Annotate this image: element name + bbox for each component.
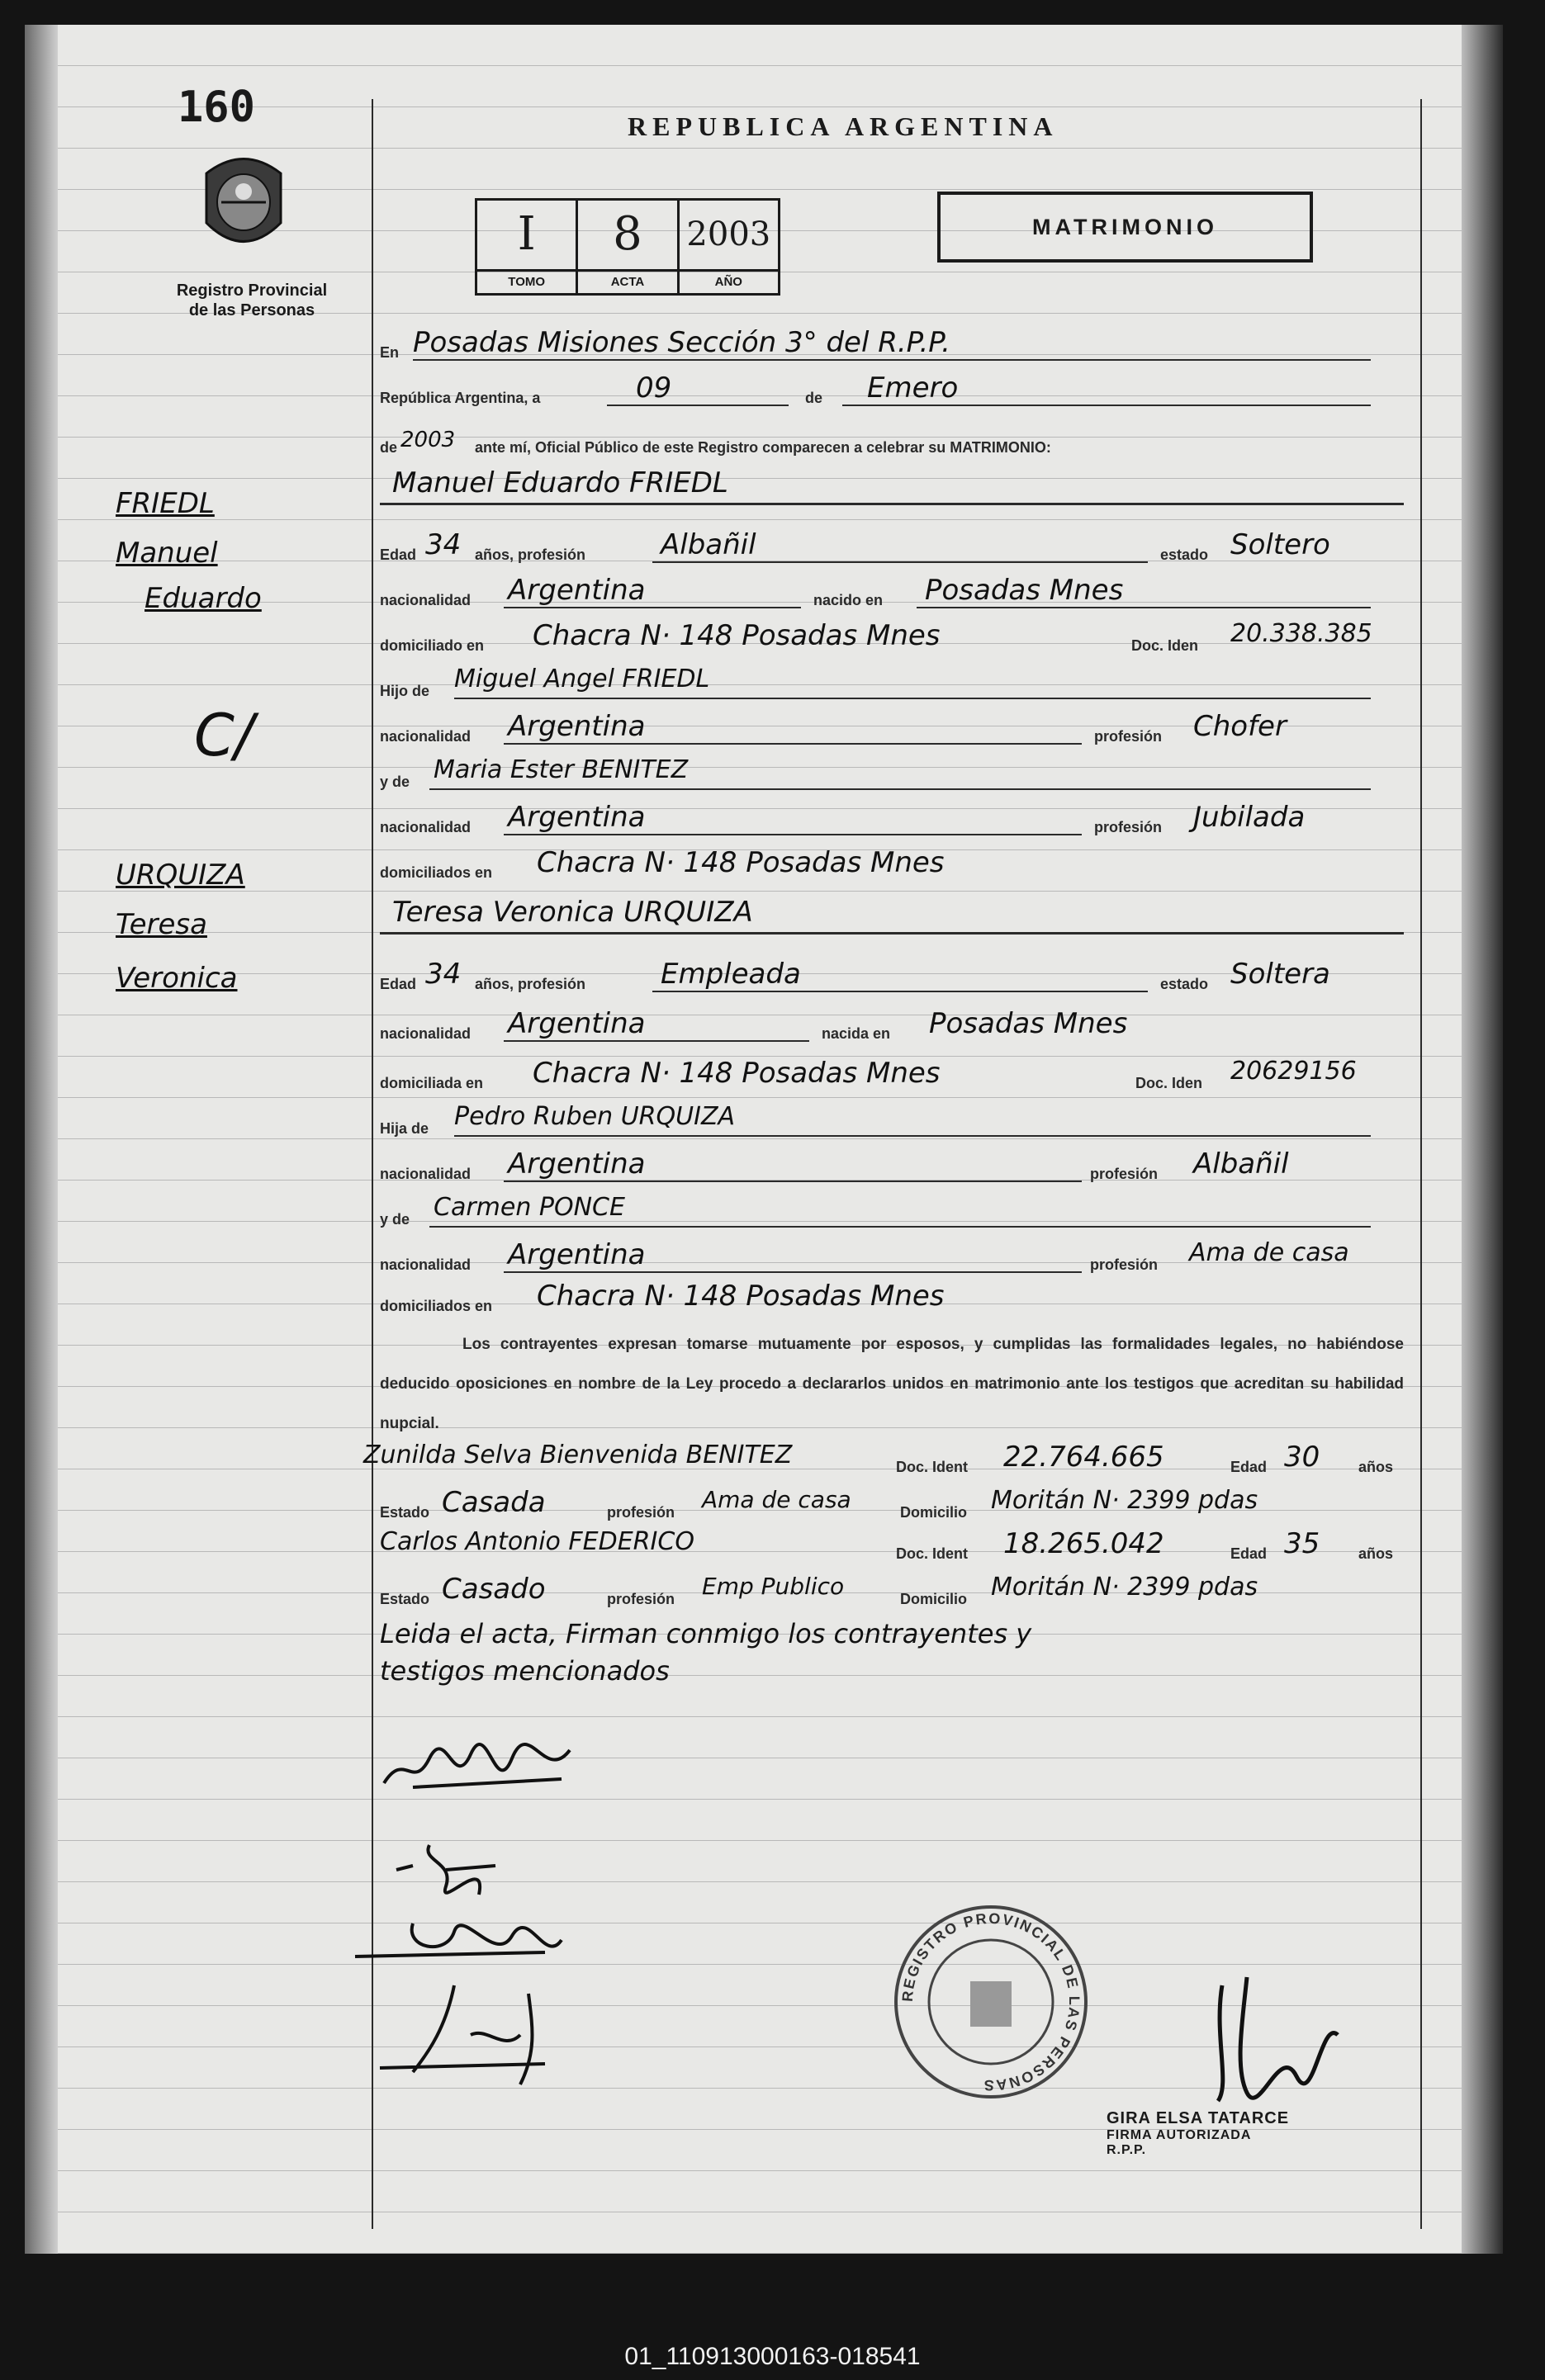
groom-age: 34	[425, 528, 462, 561]
label-doc: Doc. Iden	[1131, 637, 1199, 654]
bride-address: Chacra N· 148 Posadas Mnes	[533, 1057, 941, 1090]
witness1-age: 30	[1284, 1441, 1320, 1474]
label-estado: Estado	[380, 1591, 430, 1607]
underline	[380, 503, 1404, 505]
witness1-address: Moritán N· 2399 pdas	[991, 1486, 1258, 1515]
label-doc: Doc. Iden	[1135, 1075, 1203, 1091]
bride-mother-profession: Ama de casa	[1189, 1238, 1349, 1267]
bride-father-nationality: Argentina	[508, 1147, 646, 1181]
label-nacionalidad: nacionalidad	[380, 1256, 472, 1273]
registry-emblem-icon	[198, 149, 289, 260]
label-profesion: años, profesión	[475, 547, 586, 563]
row-bride-mother-nat	[380, 1238, 1404, 1276]
groom-mother-profession: Jubilada	[1193, 801, 1306, 834]
bride-nationality: Argentina	[508, 1007, 646, 1040]
day-value: 09	[636, 371, 672, 405]
label-de: de	[805, 390, 823, 406]
label-doc-ident: Doc. Ident	[896, 1545, 969, 1562]
row-witness1	[363, 1441, 1404, 1479]
label-profesion: profesión	[1094, 819, 1163, 835]
row-ante	[380, 421, 1404, 459]
label-profesion: profesión	[1094, 728, 1163, 745]
anio-cell	[680, 201, 778, 293]
groom-father-nationality: Argentina	[508, 710, 646, 743]
underline	[917, 607, 1371, 608]
label-doc-ident: Doc. Ident	[896, 1459, 969, 1475]
bride-doc: 20629156	[1230, 1057, 1357, 1086]
underline	[504, 1040, 809, 1042]
groom-born: Posadas Mnes	[925, 574, 1124, 607]
place-value: Posadas Misiones Sección 3° del R.P.P.	[413, 326, 950, 359]
witness1-signature-icon	[347, 1907, 578, 1981]
label-profesion: profesión	[607, 1591, 675, 1607]
row-closing2	[380, 1655, 1404, 1693]
margin-bride-name1: Teresa	[116, 908, 207, 941]
bride-father: Pedro Ruben URQUIZA	[454, 1102, 736, 1131]
year-value: 2003	[400, 428, 456, 452]
row-date	[380, 371, 1404, 409]
closing-line2: testigos mencionados	[380, 1655, 670, 1687]
seal-text: REGISTRO PROVINCIAL DE LAS PERSONAS	[898, 1909, 1083, 2094]
label-en: En	[380, 344, 400, 361]
label-edad: Edad	[1230, 1459, 1268, 1475]
witness2-status: Casado	[442, 1573, 546, 1606]
label-domiciliado: domiciliado en	[380, 637, 485, 654]
tomo-cell	[477, 201, 578, 293]
month-value: Emero	[867, 371, 959, 405]
row-closing1	[380, 1618, 1404, 1656]
underline	[504, 607, 801, 608]
label-y-de: y de	[380, 1211, 410, 1228]
label-edad: Edad	[380, 976, 417, 992]
label-nacionalidad: nacionalidad	[380, 1166, 472, 1182]
witness2-profession: Emp Publico	[702, 1573, 845, 1600]
stamp-line1: GIRA ELSA TATARCE	[1107, 2109, 1290, 2127]
label-y-de: y de	[380, 774, 410, 790]
label-nacionalidad: nacionalidad	[380, 728, 472, 745]
witness2-doc: 18.265.042	[1003, 1527, 1164, 1560]
image-id-caption: 01_110913000163-018541	[624, 2343, 921, 2370]
underline	[380, 932, 1404, 934]
row-bride-father	[380, 1102, 1404, 1140]
groom-profession: Albañil	[661, 528, 756, 561]
groom-name: Manuel Eduardo FRIEDL	[392, 466, 728, 499]
groom-mother: Maria Ester BENITEZ	[434, 755, 689, 784]
groom-father: Miguel Angel FRIEDL	[454, 665, 710, 693]
margin-bride-name2: Veronica	[116, 962, 238, 995]
bride-name: Teresa Veronica URQUIZA	[392, 896, 753, 929]
underline	[607, 405, 789, 406]
underline	[652, 991, 1148, 992]
label-hija: Hija de	[380, 1120, 429, 1137]
label-profesion: profesión	[1090, 1166, 1159, 1182]
bride-parents-address: Chacra N· 148 Posadas Mnes	[537, 1280, 945, 1313]
row-groom-age	[380, 528, 1404, 566]
stamp-line3: R.P.P.	[1107, 2143, 1147, 2157]
row-witness2-details	[380, 1573, 1404, 1611]
label-domiciliados: domiciliados en	[380, 1298, 493, 1314]
registry-line2: de las Personas	[188, 301, 315, 319]
label-nacido: nacido en	[813, 592, 884, 608]
bride-born: Posadas Mnes	[929, 1007, 1128, 1040]
label-profesion: profesión	[1090, 1256, 1159, 1273]
row-witness1-details	[380, 1486, 1404, 1524]
groom-signature-icon	[380, 1734, 578, 1808]
label-nacionalidad: nacionalidad	[380, 1025, 472, 1042]
doc-type-box: MATRIMONIO	[937, 192, 1313, 263]
bride-age: 34	[425, 958, 462, 991]
row-bride-nationality	[380, 1007, 1404, 1045]
bride-mother: Carmen PONCE	[434, 1193, 625, 1222]
label-profesion: profesión	[607, 1504, 675, 1521]
underline	[413, 359, 1371, 361]
label-estado: estado	[1160, 976, 1209, 992]
margin-groom-name2: Eduardo	[145, 582, 262, 615]
row-groom-parents-address	[380, 846, 1404, 884]
officer-stamp	[1107, 2109, 1289, 2158]
label-estado: estado	[1160, 547, 1209, 563]
tomo-label: TOMO	[477, 269, 576, 293]
anio-value: 2003	[686, 215, 771, 253]
row-groom-nationality	[380, 574, 1404, 612]
acta-label: ACTA	[578, 269, 676, 293]
acta-value: 8	[613, 207, 642, 261]
underline	[504, 834, 1082, 835]
underline	[429, 788, 1371, 790]
label-profesion: años, profesión	[475, 976, 586, 992]
acta-cell	[578, 201, 679, 293]
closing-line1: Leida el acta, Firman conmigo los contrayentes y	[380, 1618, 1032, 1649]
witness2-name: Carlos Antonio FEDERICO	[380, 1527, 694, 1556]
declaration-text: Los contrayentes expresan tomarse mutuamente por esposos, y cumplidas las formalidades legales, no habiéndose deducido oposiciones en nombre de la Ley procedo a declararlos unidos en matrimonio ante los testigos que acreditan su habilidad nupcial.	[380, 1336, 1404, 1432]
underline	[454, 1135, 1371, 1137]
stamp-line2: FIRMA AUTORIZADA	[1107, 2128, 1252, 2142]
witness1-name: Zunilda Selva Bienvenida BENITEZ	[363, 1441, 793, 1469]
label-anios: años	[1358, 1459, 1394, 1475]
witness2-address: Moritán N· 2399 pdas	[991, 1573, 1258, 1602]
page-edge	[1462, 25, 1503, 2254]
row-bride-parents-address	[380, 1280, 1404, 1318]
label-domicilio: Domicilio	[900, 1591, 968, 1607]
groom-mother-nationality: Argentina	[508, 801, 646, 834]
groom-doc: 20.338.385	[1230, 619, 1372, 648]
bride-mother-nationality: Argentina	[508, 1238, 646, 1271]
margin-groom-name1: Manuel	[116, 537, 218, 570]
row-groom-name	[380, 466, 1404, 504]
label-domiciliados: domiciliados en	[380, 864, 493, 881]
row-bride-age	[380, 958, 1404, 996]
row-groom-mother-nat	[380, 801, 1404, 839]
row-place	[380, 326, 1404, 364]
bride-profession: Empleada	[661, 958, 801, 991]
underline	[652, 561, 1148, 563]
label-nacionalidad: nacionalidad	[380, 592, 472, 608]
row-groom-address	[380, 619, 1404, 657]
underline	[429, 1226, 1371, 1228]
official-seal-icon	[892, 1903, 1090, 2101]
label-ante: ante mí, Oficial Público de este Registro comparecen a celebrar su MATRIMONIO:	[475, 439, 1051, 456]
record-box	[475, 198, 780, 296]
row-bride-name	[380, 896, 1404, 934]
groom-parents-address: Chacra N· 148 Posadas Mnes	[537, 846, 945, 879]
row-groom-mother	[380, 755, 1404, 793]
groom-status: Soltero	[1230, 528, 1330, 561]
label-nacida: nacida en	[822, 1025, 891, 1042]
anio-label: AÑO	[680, 269, 778, 293]
groom-nationality: Argentina	[508, 574, 646, 607]
row-bride-mother	[380, 1193, 1404, 1231]
country-heading: REPUBLICA ARGENTINA	[628, 111, 1059, 141]
groom-father-profession: Chofer	[1193, 710, 1287, 743]
bride-father-profession: Albañil	[1193, 1147, 1289, 1181]
margin-separator: C/	[194, 702, 254, 769]
label-nacionalidad: nacionalidad	[380, 819, 472, 835]
witness2-age: 35	[1284, 1527, 1320, 1560]
witness1-doc: 22.764.665	[1003, 1441, 1164, 1474]
witness2-signature-icon	[363, 1977, 578, 2093]
witness1-status: Casada	[442, 1486, 546, 1519]
underline	[504, 1271, 1082, 1273]
witness1-profession: Ama de casa	[702, 1486, 851, 1513]
underline	[504, 1181, 1082, 1182]
label-anios: años	[1358, 1545, 1394, 1562]
underline	[504, 743, 1082, 745]
page-number: 160	[178, 83, 255, 132]
bride-status: Soltera	[1230, 958, 1330, 991]
row-bride-address	[380, 1057, 1404, 1095]
row-groom-father-nat	[380, 710, 1404, 748]
label-hijo: Hijo de	[380, 683, 430, 699]
row-bride-father-nat	[380, 1147, 1404, 1185]
margin-bride-surname: URQUIZA	[116, 859, 245, 892]
label-domicilio: Domicilio	[900, 1504, 968, 1521]
tomo-value: I	[517, 207, 536, 261]
margin-groom-surname: FRIEDL	[116, 487, 215, 520]
registry-line1: Registro Provincial	[176, 282, 328, 300]
underline	[454, 698, 1371, 699]
registry-name	[149, 281, 355, 320]
label-domiciliada: domiciliada en	[380, 1075, 484, 1091]
label-edad: Edad	[380, 547, 417, 563]
label-estado: Estado	[380, 1504, 430, 1521]
label-edad: Edad	[1230, 1545, 1268, 1562]
groom-address: Chacra N· 148 Posadas Mnes	[533, 619, 941, 652]
row-groom-father	[380, 665, 1404, 703]
right-rule	[1420, 99, 1422, 2229]
label-republica: República Argentina, a	[380, 390, 541, 406]
label-de2: de	[380, 439, 398, 456]
officer-signature-icon	[1197, 1969, 1346, 2109]
book-spine	[25, 25, 58, 2254]
row-witness2	[380, 1527, 1404, 1565]
underline	[842, 405, 1371, 406]
bride-signature-icon	[388, 1829, 520, 1903]
